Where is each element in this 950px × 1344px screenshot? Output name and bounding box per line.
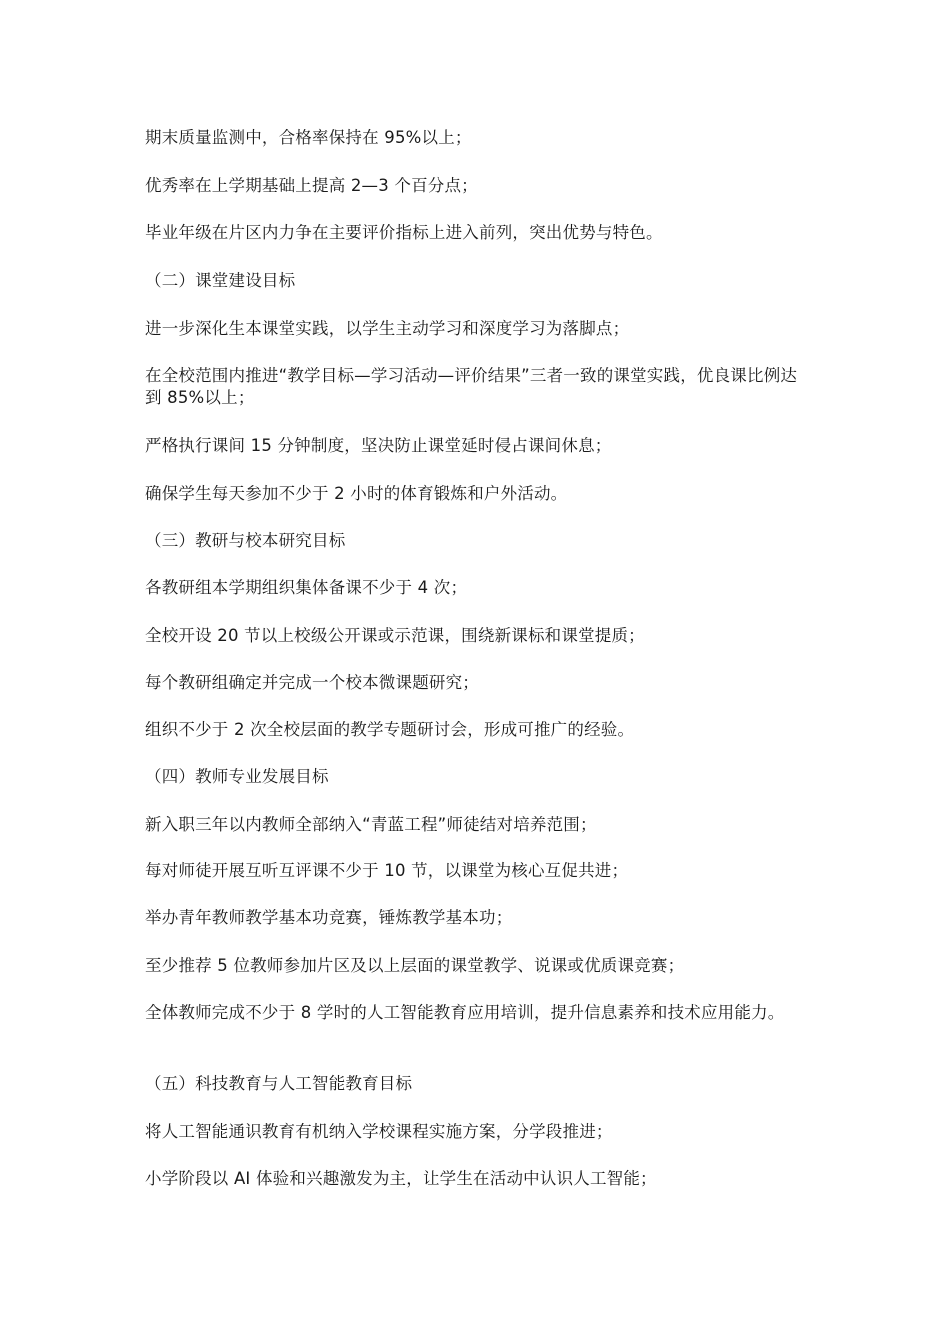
section-heading-ai-education: （五）科技教育与人工智能教育目标 [145,1074,413,1093]
paragraph-seminars: 组织不少于 2 次全校层面的教学专题研讨会，形成可推广的经验。 [145,720,635,739]
paragraph-ai-curriculum: 将人工智能通识教育有机纳入学校课程实施方案，分学段推进； [145,1122,613,1141]
paragraph-ai-training: 全体教师完成不少于 8 学时的人工智能教育应用培训，提升信息素养和技术应用能力。 [145,1003,785,1022]
paragraph-physical-activity: 确保学生每天参加不少于 2 小时的体育锻炼和户外活动。 [145,484,568,503]
paragraph-teaching-consistency: 在全校范围内推进“教学目标—学习活动—评价结果”三者一致的课堂实践，优良课比例达到 85%以上； [145,366,798,407]
paragraph-micro-research: 每个教研组确定并完成一个校本微课题研究； [145,673,479,692]
paragraph-primary-ai: 小学阶段以 AI 体验和兴趣激发为主，让学生在活动中认识人工智能； [145,1169,657,1188]
paragraph-break-time: 严格执行课间 15 分钟制度，坚决防止课堂延时侵占课间休息； [145,436,612,455]
paragraph-mentorship: 新入职三年以内教师全部纳入“青蓝工程”师徒结对培养范围； [145,815,597,834]
paragraph-student-centered: 进一步深化生本课堂实践，以学生主动学习和深度学习为落脚点； [145,319,630,338]
paragraph-graduating-grade: 毕业年级在片区内力争在主要评价指标上进入前列，突出优势与特色。 [145,223,663,242]
section-heading-classroom: （二）课堂建设目标 [145,271,296,290]
section-heading-teacher-development: （四）教师专业发展目标 [145,767,329,786]
paragraph-skills-contest: 举办青年教师教学基本功竞赛，锤炼教学基本功； [145,908,513,927]
paragraph-excellence-rate: 优秀率在上学期基础上提高 2—3 个百分点； [145,176,478,195]
paragraph-peer-observation: 每对师徒开展互听互评课不少于 10 节，以课堂为核心互促共进； [145,861,629,880]
paragraph-lesson-prep: 各教研组本学期组织集体备课不少于 4 次； [145,578,468,597]
paragraph-open-classes: 全校开设 20 节以上校级公开课或示范课，围绕新课标和课堂提质； [145,626,645,645]
paragraph-exam-pass-rate: 期末质量监测中，合格率保持在 95%以上； [145,128,472,147]
section-heading-research: （三）教研与校本研究目标 [145,531,346,550]
paragraph-competition-recommendation: 至少推荐 5 位教师参加片区及以上层面的课堂教学、说课或优质课竞赛； [145,956,685,975]
